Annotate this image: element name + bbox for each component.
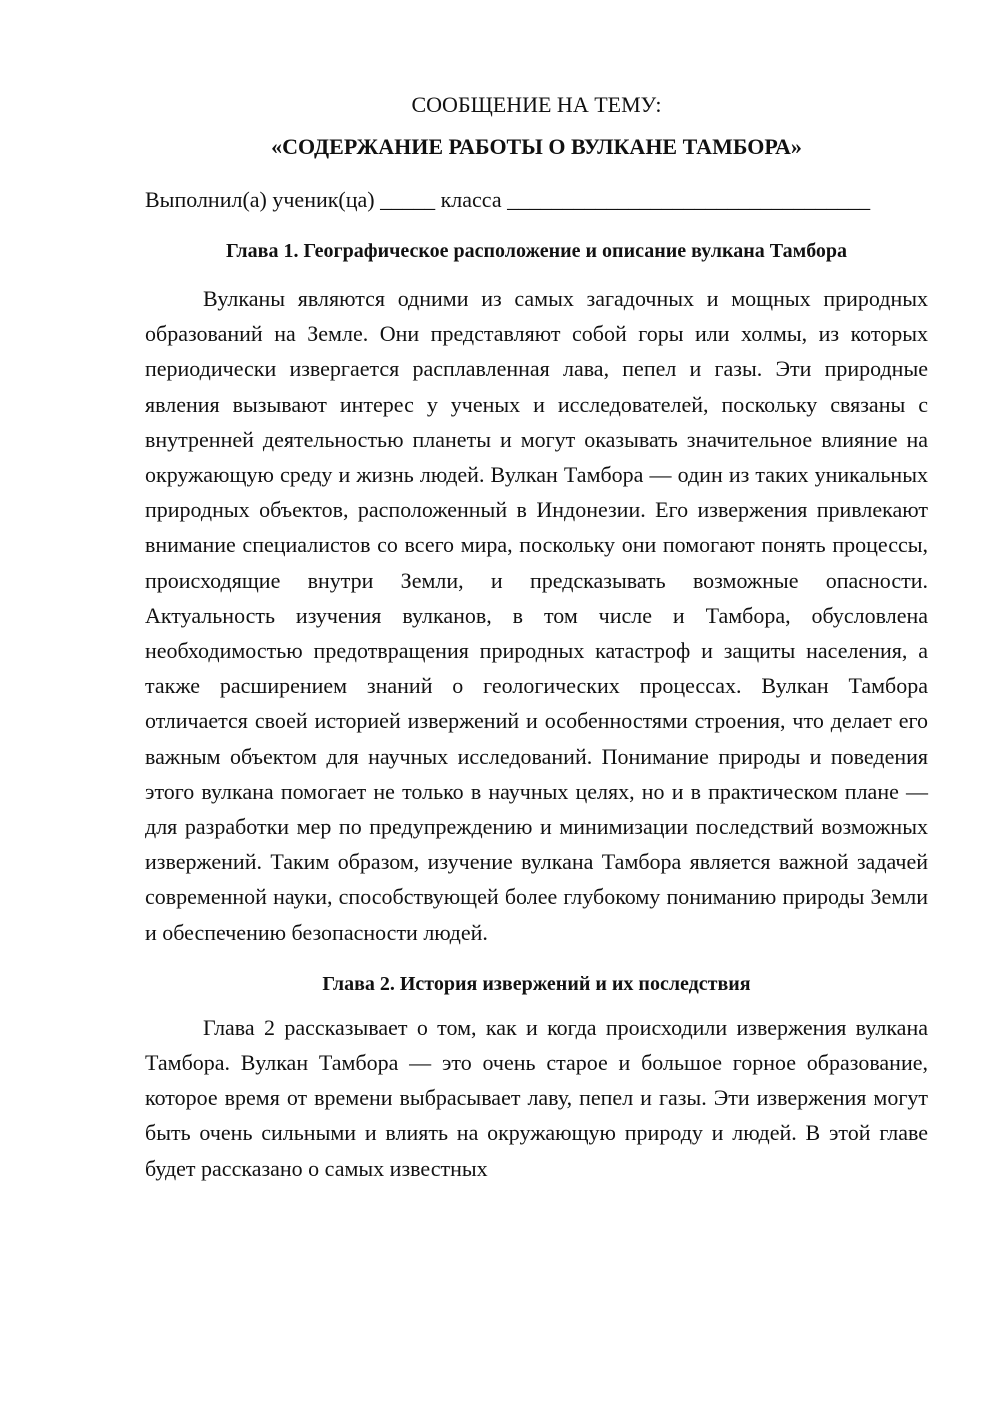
chapter-1-heading: Глава 1. Географическое расположение и описание вулкана Тамбора bbox=[225, 240, 848, 262]
document-title: СООБЩЕНИЕ НА ТЕМУ: bbox=[411, 92, 662, 117]
author-line: Выполнил(а) ученик(ца) _____ класса _________________________________ bbox=[145, 187, 871, 212]
document-page bbox=[145, 90, 928, 1186]
chapter-1-paragraph: Вулканы являются одними из самых загадочных и мощных природных образований на Земле. Они представляют собой горы или холмы, из которых периодически извергается расплавленная лава, пепел и газы. Эти природные явления вызывают интерес у ученых и исследователей, поскольку связаны с внутренней деятельностью планеты и могут оказывать значительное влияние на окружающую среду и жизнь людей. Вулкан Тамбора — один из таких уникальных природных объектов, расположенный в Индонезии. Его извержения привлекают внимание специалистов со всего мира, поскольку они помогают понять процессы, происходящие внутри Земли, и предсказывать возможные опасности. Актуальность изучения вулканов, в том числе и Тамбора, обусловлена необходимостью предотвращения природных катастроф и защиты населения, а также расширением знаний о геологических процессах. Вулкан Тамбора отличается своей историей извержений и особенностями строения, что делает его важным объектом для научных исследований. Понимание природы и поведения этого вулкана помогает не только в научных целях, но и в практическом плане — для разработки мер по предупреждению и минимизации последствий возможных извержений. Таким образом, изучение вулкана Тамбора является важной задачей современной науки, способствующей более глубокому пониманию природы Земли и обеспечению безопасности людей. bbox=[145, 286, 928, 945]
chapter-2-heading: Глава 2. История извержений и их последствия bbox=[322, 972, 751, 995]
chapter-2-paragraph: Глава 2 рассказывает о том, как и когда происходили извержения вулкана Тамбора. Вулкан Тамбора — это очень старое и большое горное образование, которое время от времени выбрасывает лаву, пепел и газы. Эти извержения могут быть очень сильными и влиять на окружающую природу и людей. В этой главе будет рассказано о самых известных bbox=[145, 1014, 928, 1181]
document-subtitle: «СОДЕРЖАНИЕ РАБОТЫ О ВУЛКАНЕ ТАМБОРА» bbox=[271, 134, 802, 159]
